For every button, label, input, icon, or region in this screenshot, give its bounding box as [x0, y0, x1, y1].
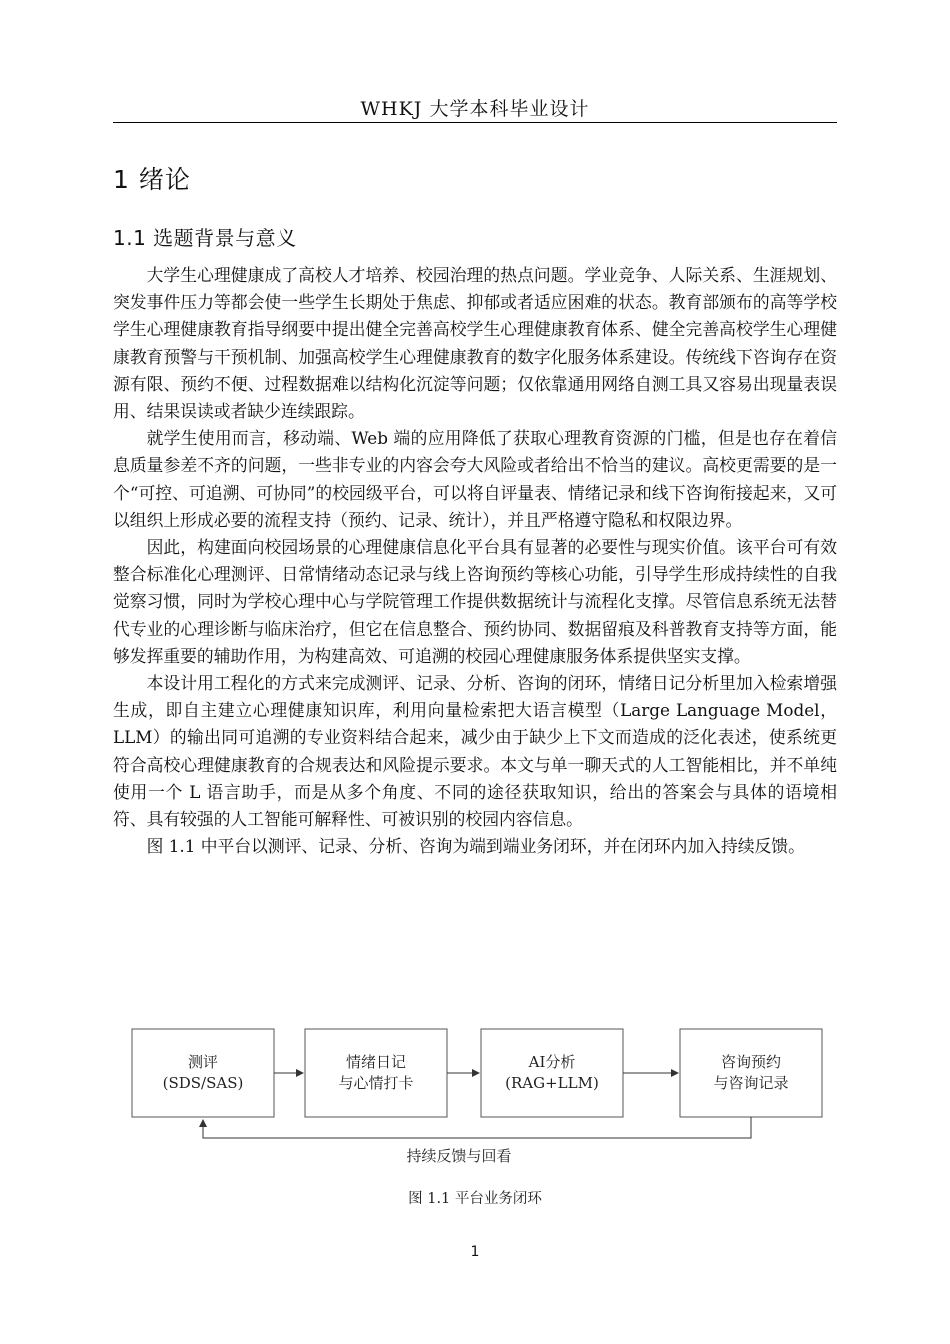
paragraph: 大学生心理健康成了高校人才培养、校园治理的热点问题。学业竞争、人际关系、生涯规划、突发事件压力等都会使一些学生长期处于焦虑、抑郁或者适应困难的状态。教育部颁布的高等学校学生心理健康教育指导纲要中提出健全完善高校学生心理健康教育体系、健全完善高校学生心理健康教育预警与干预机制、加强高校学生心理健康教育的数字化服务体系建设。传统线下咨询存在资源有限、预约不便、过程数据难以结构化沉淀等问题；仅依靠通用网络自测工具又容易出现量表误用、结果误读或者缺少连续跟踪。 — [113, 265, 837, 422]
running-header — [113, 88, 837, 123]
paragraph: 因此，构建面向校园场景的心理健康信息化平台具有显著的必要性与现实价值。该平台可有效整合标准化心理测评、日常情绪动态记录与线上咨询预约等核心功能，引导学生形成持续性的自我觉察习惯，同时为学校心理中心与学院管理工作提供数据统计与流程化支撑。尽管信息系统无法替代专业的心理诊断与临床治疗，但它在信息整合、预约协同、数据留痕及科普教育支持等方面，能够发挥重要的辅助作用，为构建高效、可追溯的校园心理健康服务体系提供坚实支撑。 — [113, 537, 837, 666]
flow-diagram — [113, 1020, 837, 1180]
box-label: 测评 — [187, 1053, 219, 1071]
box-sublabel: 与心情打卡 — [338, 1074, 414, 1092]
box-label: 情绪日记 — [345, 1053, 407, 1071]
box-label: 咨询预约 — [720, 1053, 782, 1071]
paragraph: 就学生使用而言，移动端、Web 端的应用降低了获取心理教育资源的门槛，但是也存在着信息质量参差不齐的问题，一些非专业的内容会夸大风险或者给出不恰当的建议。高校更需要的是一个“可控、可追溯、可协同”的校园级平台，可以将自评量表、情绪记录和线下咨询衔接起来，又可以组织上形成必要的流程支持（预约、记录、统计），并且严格遵守隐私和权限边界。 — [113, 428, 837, 530]
figure-caption: 图 1.1 平台业务闭环 — [408, 1191, 542, 1207]
paragraph: 图 1.1 中平台以测评、记录、分析、咨询为端到端业务闭环，并在闭环内加入持续反馈。 — [146, 836, 805, 857]
box-label: AI分析 — [528, 1053, 576, 1071]
box-sublabel: (RAG+LLM) — [505, 1074, 599, 1092]
paragraph: 本设计用工程化的方式来完成测评、记录、分析、咨询的闭环，情绪日记分析里加入检索增强生成，即自主建立心理健康知识库，利用向量检索把大语言模型（Large Language Model，LLM）的输出同可追溯的专业资料结合起来，减少由于缺少上下文而造成的泛化表述，使系统更符合高校心理健康教育的合规表达和风险提示要求。本文与单一聊天式的人工智能相比，并不单纯使用一个 L 语言助手，而是从多个角度、不同的途径获取知识，给出的答案会与具体的语境相符、具有较强的人工智能可解释性、可被识别的校园内容信息。 — [113, 673, 837, 830]
box-sublabel: 与咨询记录 — [713, 1074, 789, 1092]
feedback-label: 持续反馈与回看 — [406, 1147, 512, 1165]
chapter-heading: 1 绪论 — [113, 165, 191, 194]
flow-box-consultation — [680, 1029, 822, 1117]
flow-box-mood-diary — [305, 1029, 447, 1117]
flow-box-assessment — [132, 1029, 274, 1117]
page-number: 1 — [470, 1244, 480, 1260]
header-title: WHKJ 大学本科毕业设计 — [360, 98, 590, 120]
flow-box-ai-analysis — [481, 1029, 623, 1117]
box-sublabel: (SDS/SAS) — [162, 1074, 244, 1092]
section-heading: 1.1 选题背景与意义 — [113, 226, 297, 250]
body-text — [113, 262, 837, 860]
figure-business-loop — [113, 1020, 837, 1180]
